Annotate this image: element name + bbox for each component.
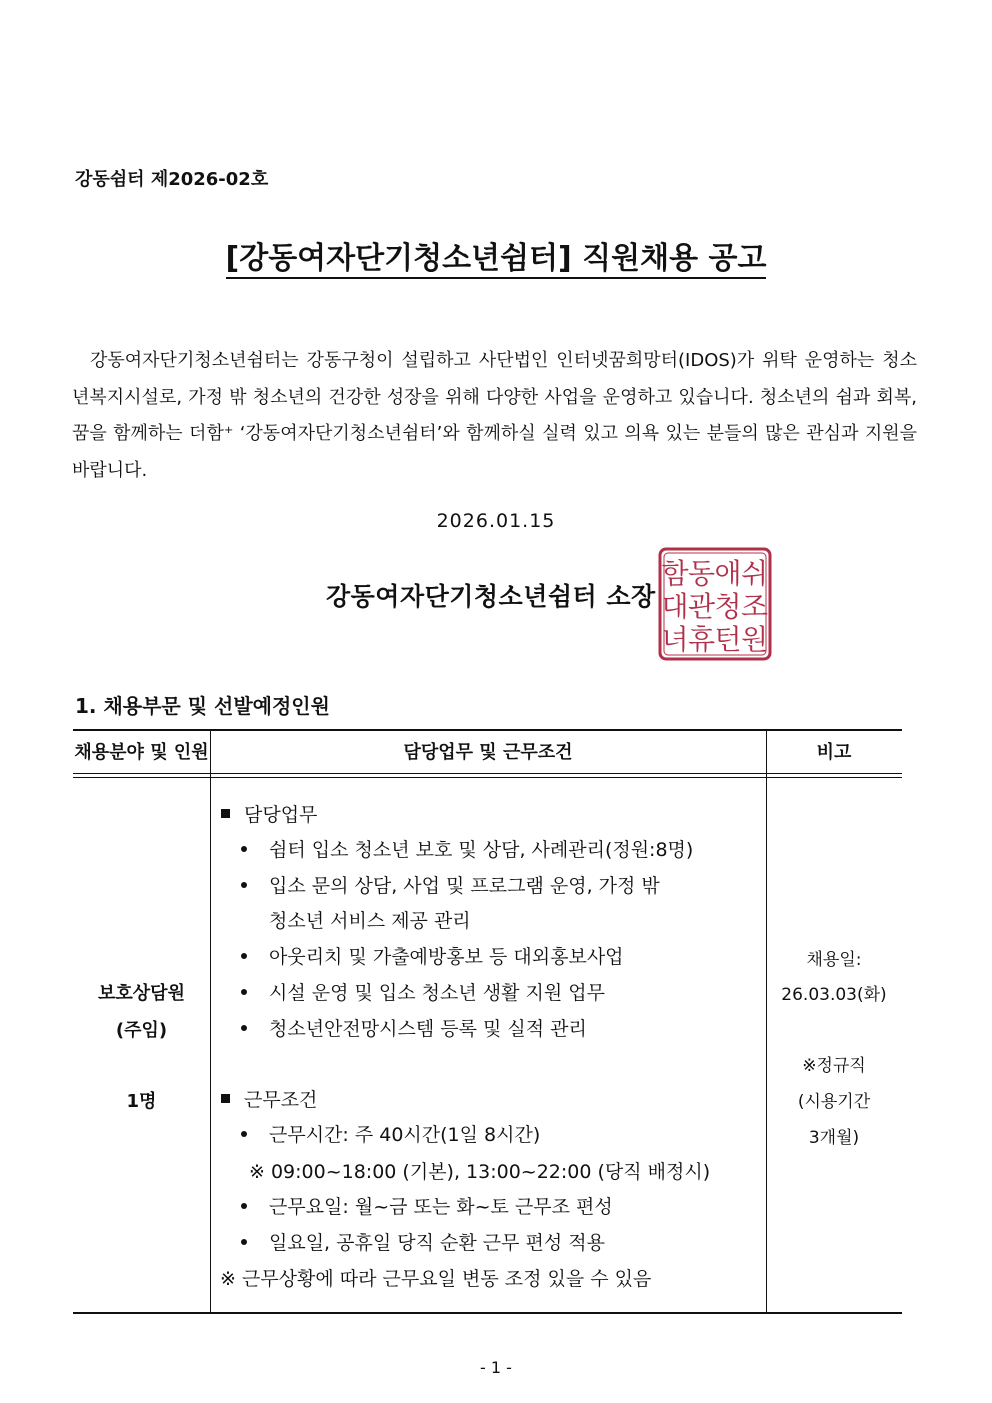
seal-glyph: 턴	[714, 623, 742, 656]
role-rank: (주임)	[115, 1020, 168, 1041]
note-employment-type: ※정규직	[802, 1056, 866, 1076]
table-header-duties: 담당업무 및 근무조건	[403, 742, 573, 763]
section-title-recruitment: 1. 채용부문 및 선발예정인원	[75, 694, 330, 718]
seal-glyph: 휴	[687, 623, 716, 656]
bullet-icon	[241, 989, 247, 995]
condition-item: 근무시간: 주 40시간(1일 8시간)	[241, 1120, 540, 1147]
conditions-heading: 근무조건	[221, 1085, 317, 1112]
official-seal-icon	[658, 547, 772, 661]
recruitment-table	[73, 729, 902, 1314]
table-header-role: 채용분야 및 인원	[74, 742, 209, 763]
duty-item: 아웃리치 및 가출예방홍보 등 대외홍보사업	[241, 942, 624, 969]
square-bullet-icon	[221, 809, 230, 818]
condition-note: ※ 09:00~18:00 (기본), 13:00~22:00 (당직 배정시)	[249, 1161, 711, 1183]
note-probation-period: 3개월)	[808, 1128, 860, 1148]
bullet-icon	[241, 1203, 247, 1209]
bullet-icon	[241, 1025, 247, 1031]
bullet-icon	[241, 1131, 247, 1137]
duty-item-continued: 청소년 서비스 제공 관리	[269, 910, 471, 932]
page-number: - 1 -	[480, 1358, 512, 1377]
table-column-divider	[210, 729, 211, 1314]
bullet-icon	[241, 1239, 247, 1245]
seal-glyph: 쉬	[740, 557, 769, 590]
page-title-text: [강동여자단기청소년쉼터] 직원채용 공고	[226, 241, 767, 279]
duty-item: 청소년안전망시스템 등록 및 실적 관리	[241, 1014, 587, 1041]
note-probation: (시용기간	[797, 1092, 871, 1112]
role-count: 1명	[126, 1091, 157, 1112]
document-number: 강동쉼터 제2026-02호	[75, 169, 269, 190]
note-hire-date-label: 채용일:	[806, 950, 862, 970]
seal-glyph: 함	[661, 557, 689, 590]
seal-glyph: 동	[687, 557, 716, 590]
note-hire-date: 26.03.03(화)	[781, 985, 887, 1005]
seal-glyph: 애	[714, 557, 742, 590]
role-name: 보호상담원	[98, 983, 185, 1004]
seal-glyph: 청	[714, 590, 742, 623]
condition-item: 일요일, 공휴일 당직 순환 근무 편성 적용	[241, 1228, 605, 1255]
square-bullet-icon	[221, 1094, 230, 1103]
seal-glyph: 관	[687, 590, 716, 623]
seal-glyph: 대	[661, 590, 689, 623]
seal-glyph: 녀	[661, 623, 689, 656]
condition-note: ※ 근무상황에 따라 근무요일 변동 조정 있을 수 있음	[220, 1268, 652, 1290]
intro-paragraph: 강동여자단기청소년쉼터는 강동구청이 설립하고 사단법인 인터넷꿈희망터(IDOS)가 위탁 운영하는 청소년복지시설로, 가정 밖 청소년의 건강한 성장을 위해 다양한 사업을 운영하고 있습니다. 청소년의 쉼과 회복, 꿈을 함께하는 더함⁺ ‘강동여자단기청소년쉼터’와 함께하실 실력 있고 의욕 있는 분들의 많은 관심과 지원을 바랍니다.	[72, 350, 917, 481]
duty-item: 쉼터 입소 청소년 보호 및 상담, 사례관리(정원:8명)	[241, 835, 693, 862]
announcement-date: 2026.01.15	[436, 510, 556, 532]
bullet-icon	[241, 882, 247, 888]
bullet-icon	[241, 846, 247, 852]
seal-glyph: 원	[740, 623, 769, 656]
signer-title: 강동여자단기청소년쉼터 소장	[326, 582, 656, 611]
bullet-icon	[241, 953, 247, 959]
condition-item: 근무요일: 월~금 또는 화~토 근무조 편성	[241, 1192, 613, 1219]
duties-cell	[221, 729, 761, 1314]
seal-glyph: 조	[740, 590, 769, 623]
table-header-notes: 비고	[816, 742, 852, 763]
duties-heading: 담당업무	[221, 800, 317, 827]
duty-item: 시설 운영 및 입소 청소년 생활 지원 업무	[241, 978, 605, 1005]
duty-item: 입소 문의 상담, 사업 및 프로그램 운영, 가정 밖	[241, 871, 660, 898]
page-title	[0, 233, 992, 277]
table-column-divider	[766, 729, 767, 1314]
